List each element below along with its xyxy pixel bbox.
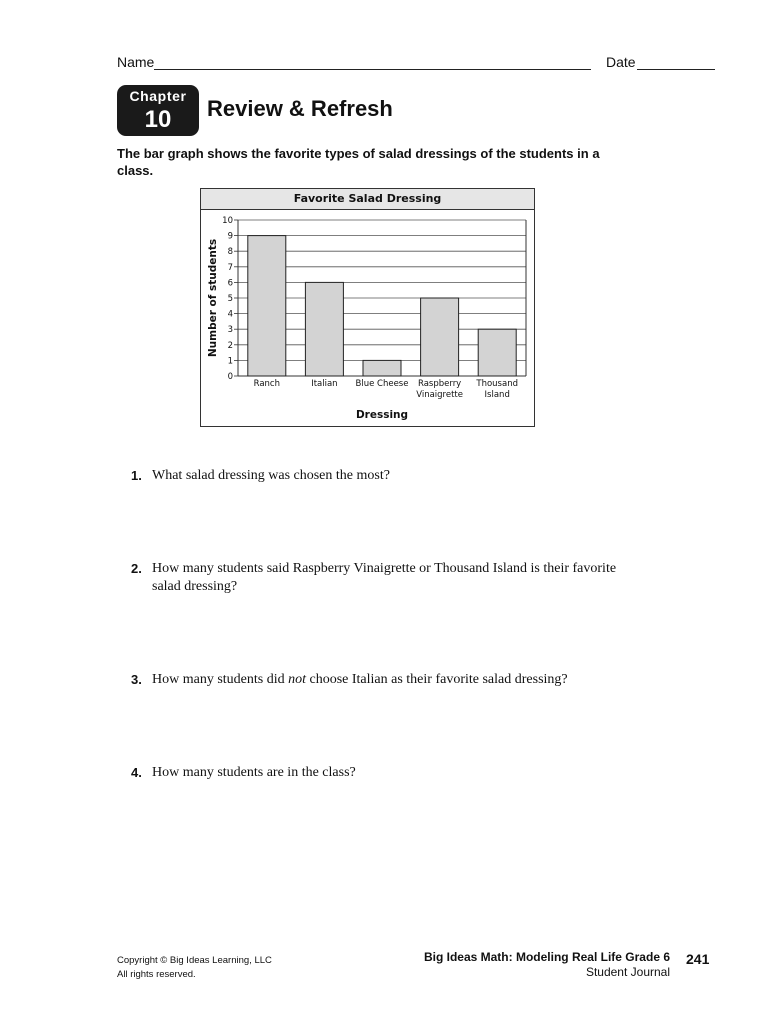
question-text: How many students did not choose Italian as their favorite salad dressing? [152, 672, 568, 687]
question-number: 4. [131, 765, 142, 780]
y-tick-label: 2 [227, 340, 233, 351]
question-text: What salad dressing was chosen the most? [152, 468, 390, 483]
y-axis-title: Number of students [207, 238, 219, 358]
chapter-badge [117, 85, 199, 136]
y-tick-label: 10 [222, 216, 233, 226]
y-tick-label: 1 [227, 356, 233, 367]
bar [363, 360, 401, 376]
question-number: 3. [131, 672, 142, 687]
y-tick-label: 6 [227, 278, 233, 289]
x-tick-label: Italian [311, 379, 338, 389]
book-info [360, 950, 670, 980]
chart-title: Favorite Salad Dressing [201, 189, 534, 210]
intro-text: The bar graph shows the favorite types of salad dressings of the students in a class. [117, 146, 600, 178]
page-number: 241 [686, 951, 710, 967]
x-tick-label: Island [484, 390, 510, 400]
date-label: Date [606, 54, 636, 70]
question-number: 2. [131, 561, 142, 576]
name-blank-line [154, 69, 591, 70]
bar-chart [200, 188, 535, 427]
copyright-line-1: Copyright © Big Ideas Learning, LLC [117, 955, 272, 966]
x-tick-label: Ranch [253, 379, 280, 389]
bar [421, 298, 459, 376]
y-tick-label: 8 [227, 247, 233, 258]
x-tick-label: Raspberry [417, 379, 462, 389]
question-text: How many students said Raspberry Vinaigrette or Thousand Island is their favorite salad dressing? [152, 561, 617, 594]
copyright [117, 954, 272, 982]
chart-canvas [201, 189, 534, 426]
y-tick-label: 9 [227, 231, 233, 242]
bar [248, 236, 286, 376]
book-title: Big Ideas Math: Modeling Real Life Grade 6 [423, 950, 670, 964]
y-tick-label: 4 [227, 309, 233, 320]
name-label: Name [117, 54, 155, 70]
question-number: 1. [131, 468, 142, 483]
date-blank-line [637, 69, 715, 70]
name-date-row [117, 54, 715, 74]
x-tick-label: Vinaigrette [416, 390, 463, 400]
bar [305, 282, 343, 376]
book-subtitle: Student Journal [585, 965, 670, 979]
x-tick-label: Thousand [476, 379, 518, 389]
y-tick-label: 3 [227, 325, 233, 336]
x-axis-title: Dressing [355, 409, 409, 421]
y-tick-label: 5 [227, 294, 233, 304]
y-tick-label: 0 [227, 372, 233, 382]
bar [478, 329, 516, 376]
page-title: Review & Refresh [207, 96, 393, 121]
question-text: How many students are in the class? [152, 765, 356, 780]
y-tick-label: 7 [227, 262, 233, 273]
chapter-word: Chapter [129, 88, 187, 104]
copyright-line-2: All rights reserved. [117, 969, 196, 980]
chapter-number: 10 [144, 106, 172, 133]
x-tick-label: Blue Cheese [355, 379, 409, 389]
